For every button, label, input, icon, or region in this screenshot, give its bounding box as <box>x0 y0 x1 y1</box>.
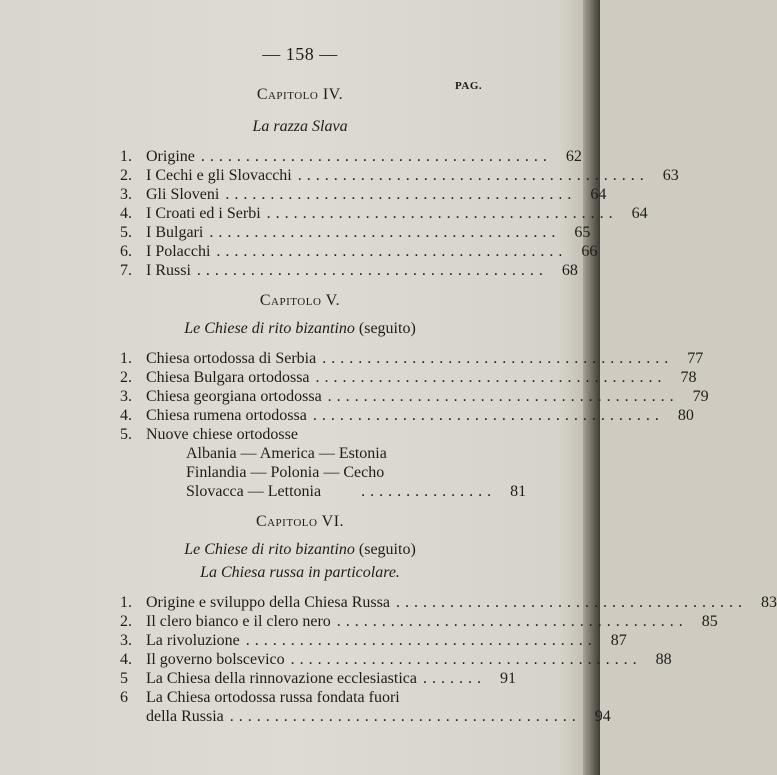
entry-sub-text: Slovacca — Lettonia <box>186 483 322 500</box>
entry-title: Chiesa ortodossa di Serbia <box>146 350 317 367</box>
entry-page: 83 <box>760 594 777 611</box>
entry-title: Origine <box>146 148 195 165</box>
entry-page: 78 <box>680 369 697 386</box>
toc-entry <box>120 651 672 671</box>
toc-entry <box>120 369 697 389</box>
entry-title: Nuove chiese ortodosse <box>146 426 298 443</box>
entry-title: Origine e sviluppo della Chiesa Russa <box>146 594 390 611</box>
toc-entry <box>120 426 490 446</box>
entry-page: 63 <box>662 167 679 184</box>
chapter-4-subtitle: La razza Slava <box>252 118 348 135</box>
toc-entry <box>120 148 582 168</box>
entry-number: 6 <box>120 689 128 706</box>
toc-entry <box>120 613 718 633</box>
entry-page: 64 <box>590 186 607 203</box>
leader-dots: ....................................... <box>297 167 649 184</box>
entry-number: 2. <box>120 369 132 386</box>
leader-dots: ............... <box>361 483 497 500</box>
entry-page: 68 <box>561 262 578 279</box>
subtitle-main: Le Chiese di rito bizantino <box>184 320 355 337</box>
entry-number: 7. <box>120 262 132 279</box>
toc-entry <box>120 670 516 690</box>
page-column-label: PAG. <box>455 80 483 92</box>
entry-sub-line-last <box>186 483 527 503</box>
entry-sub-line: Albania — America — Estonia <box>186 445 387 462</box>
toc-entry <box>120 167 679 187</box>
leader-dots: ....................................... <box>225 186 577 203</box>
toc-entry <box>120 186 607 206</box>
entry-title: I Bulgari <box>146 224 204 241</box>
entry-number: 1. <box>120 148 132 165</box>
entry-number: 5. <box>120 426 132 443</box>
toc-entry <box>120 689 490 709</box>
page-number: — 158 — <box>262 44 338 64</box>
entry-page: 64 <box>631 205 648 222</box>
entry-title-continued: della Russia <box>146 708 224 725</box>
entry-title: Chiesa georgiana ortodossa <box>146 388 322 405</box>
subtitle-suffix: (seguito) <box>358 320 416 337</box>
entry-page: 87 <box>610 632 627 649</box>
entry-number: 4. <box>120 651 132 668</box>
entry-page: 80 <box>677 407 694 424</box>
entry-title: I Polacchi <box>146 243 211 260</box>
entry-title: I Croati ed i Serbi <box>146 205 261 222</box>
leader-dots: ....................................... <box>336 613 688 630</box>
chapter-6-subtitle-2: La Chiesa russa in particolare. <box>200 564 400 581</box>
entry-number: 1. <box>120 350 132 367</box>
toc-entry <box>120 632 627 652</box>
entry-title: Gli Sloveni <box>146 186 220 203</box>
chapter-6-heading: Capitolo VI. <box>255 513 345 530</box>
entry-title: La rivoluzione <box>146 632 240 649</box>
toc-entry <box>120 243 598 263</box>
leader-dots: ....... <box>422 670 486 687</box>
entry-title: Chiesa rumena ortodossa <box>146 407 307 424</box>
leader-dots: ....................................... <box>322 350 674 367</box>
leader-dots: ....................................... <box>290 651 642 668</box>
toc-entry <box>120 594 777 614</box>
leader-dots: ....................................... <box>245 632 597 649</box>
leader-dots: ....................................... <box>200 148 552 165</box>
entry-page: 85 <box>701 613 718 630</box>
entry-number: 3. <box>120 388 132 405</box>
entry-title: Il clero bianco e il clero nero <box>146 613 331 630</box>
leader-dots: ....................................... <box>216 243 568 260</box>
subtitle-suffix: (seguito) <box>358 541 416 558</box>
subtitle-main: Le Chiese di rito bizantino <box>184 541 355 558</box>
chapter-5-heading: Capitolo V. <box>259 292 341 309</box>
entry-number: 4. <box>120 407 132 424</box>
entry-title: La Chiesa ortodossa russa fondata fuori <box>146 689 400 706</box>
chapter-4-heading: Capitolo IV. <box>256 86 344 103</box>
entry-number: 4. <box>120 205 132 222</box>
entry-number: 2. <box>120 167 132 184</box>
entry-title: Il governo bolscevico <box>146 651 285 668</box>
entry-number: 5. <box>120 224 132 241</box>
chapter-6-subtitle <box>0 541 600 559</box>
leader-dots: ....................................... <box>266 205 618 222</box>
entry-title: I Russi <box>146 262 191 279</box>
leader-dots: ....................................... <box>229 708 581 725</box>
entry-page: 91 <box>499 670 516 687</box>
entry-title: I Cechi e gli Slovacchi <box>146 167 292 184</box>
chapter-5-subtitle <box>0 320 600 338</box>
leader-dots: ....................................... <box>312 407 664 424</box>
entry-number: 2. <box>120 613 132 630</box>
entry-page: 79 <box>692 388 709 405</box>
entry-number: 3. <box>120 632 132 649</box>
toc-entry <box>120 262 578 282</box>
leader-dots: ....................................... <box>327 388 679 405</box>
entry-page: 62 <box>565 148 582 165</box>
leader-dots: ....................................... <box>395 594 747 611</box>
entry-number: 3. <box>120 186 132 203</box>
leader-dots: ....................................... <box>196 262 548 279</box>
toc-entry <box>120 224 591 244</box>
entry-page: 65 <box>574 224 591 241</box>
entry-title: Chiesa Bulgara ortodossa <box>146 369 310 386</box>
entry-page: 81 <box>510 483 527 500</box>
entry-page: 94 <box>594 708 611 725</box>
entry-sub-line: Finlandia — Polonia — Cecho <box>186 464 385 481</box>
entry-number: 6. <box>120 243 132 260</box>
toc-entry <box>120 350 704 370</box>
toc-entry <box>120 205 648 225</box>
entry-number: 1. <box>120 594 132 611</box>
toc-entry <box>120 388 709 408</box>
entry-page: 77 <box>687 350 704 367</box>
toc-entry <box>120 407 694 427</box>
entry-number: 5 <box>120 670 128 687</box>
entry-title: La Chiesa della rinnovazione ecclesiastica <box>146 670 417 687</box>
leader-dots: ....................................... <box>209 224 561 241</box>
entry-page: 88 <box>655 651 672 668</box>
leader-dots: ....................................... <box>315 369 667 386</box>
entry-continuation <box>146 708 611 728</box>
entry-page: 66 <box>581 243 598 260</box>
